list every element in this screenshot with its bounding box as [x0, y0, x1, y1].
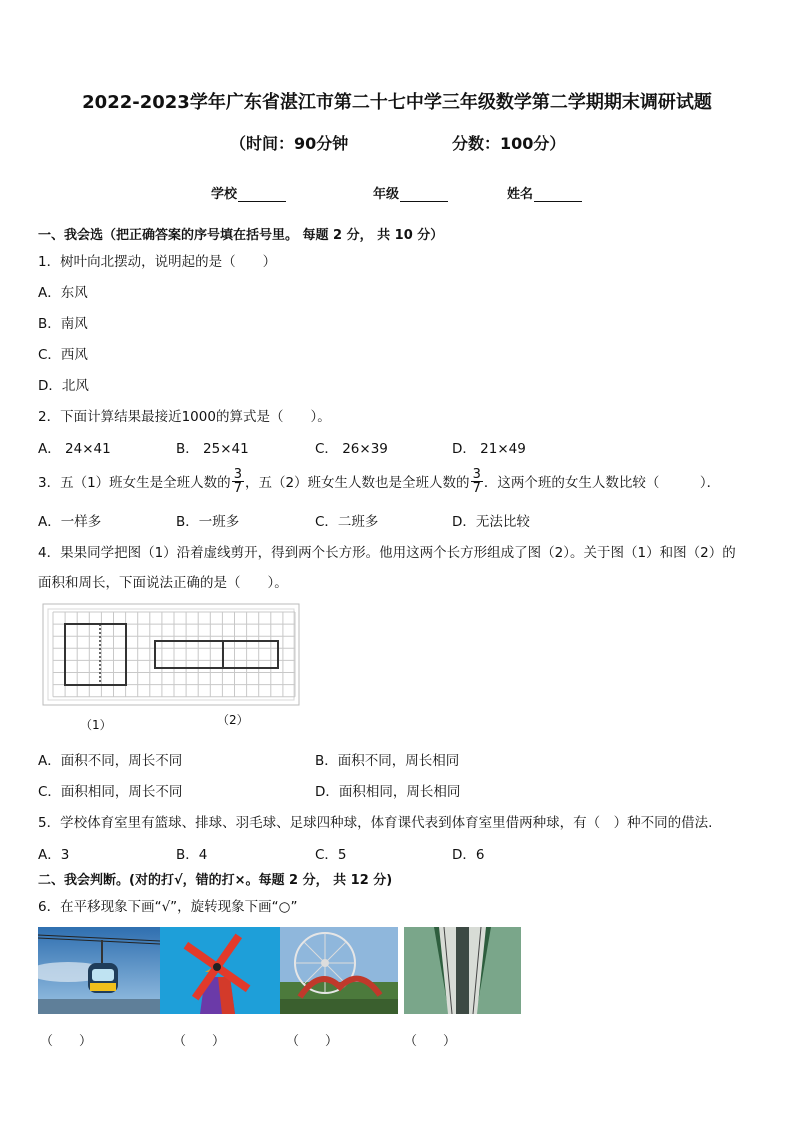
q3-text-part3: ．这两个班的女生人数比较（ ）． [483, 475, 721, 491]
grade-field [373, 183, 448, 202]
school-field [211, 183, 286, 202]
q5-option-b[interactable]: B．4 [176, 847, 208, 863]
q4-option-b[interactable]: B．面积不同，周长相同 [315, 753, 460, 769]
q3-fraction-1 [232, 468, 244, 495]
windmill-photo [160, 927, 280, 1014]
grid-frame [43, 604, 299, 705]
q3-option-c[interactable]: C．二班多 [315, 514, 379, 530]
question-6: 6．在平移现象下画“√”，旋转现象下画“○” [38, 899, 298, 915]
figure-1-label: （1） [80, 718, 112, 732]
q1-option-d[interactable]: D．北风 [38, 378, 89, 394]
section1-heading: 一、我会选（把正确答案的序号填在括号里。 每题 2 分， 共 10 分） [38, 228, 444, 243]
grid-inner-frame [48, 609, 294, 700]
q5-option-a[interactable]: A．3 [38, 847, 70, 863]
q6-blank-1[interactable]: （ ） [40, 1034, 93, 1049]
figure-2-label: （2） [217, 713, 249, 727]
q1-option-c[interactable]: C．西风 [38, 347, 88, 363]
question-2: 2．下面计算结果最接近1000的算式是（ ）。 [38, 409, 331, 425]
q4-option-c[interactable]: C．面积相同，周长不同 [38, 784, 183, 800]
q2-option-c[interactable]: C． 26×39 [315, 441, 388, 457]
name-field [507, 183, 582, 202]
q1-option-b[interactable]: B．南风 [38, 316, 88, 332]
q3-option-a[interactable]: A．一样多 [38, 514, 102, 530]
question-4-line2: 面积和周长，下面说法正确的是（ ）。 [38, 575, 288, 591]
grade-label: 年级 [373, 187, 400, 202]
exam-score: 分数：100分） [452, 134, 566, 153]
q5-option-c[interactable]: C．5 [315, 847, 347, 863]
school-label: 学校 [211, 187, 238, 202]
name-label: 姓名 [507, 187, 534, 202]
q4-grid-figure [42, 600, 302, 708]
question-1: 1．树叶向北摆动，说明起的是（ ） [38, 254, 277, 270]
grade-blank[interactable] [400, 189, 448, 202]
q2-option-a[interactable]: A． 24×41 [38, 441, 111, 457]
q3-option-d[interactable]: D．无法比较 [452, 514, 530, 530]
page-title: 2022-2023学年广东省湛江市第二十七中学三年级数学第二学期期末调研试题 [82, 92, 712, 113]
q6-blank-2[interactable]: （ ） [173, 1034, 226, 1049]
q5-option-d[interactable]: D．6 [452, 847, 485, 863]
q3-option-b[interactable]: B．一班多 [176, 514, 240, 530]
q4-option-d[interactable]: D．面积相同，周长相同 [315, 784, 461, 800]
name-blank[interactable] [534, 189, 582, 202]
q4-option-a[interactable]: A．面积不同，周长不同 [38, 753, 183, 769]
section2-heading: 二、我会判断。(对的打√，错的打×。每题 2 分， 共 12 分) [38, 873, 393, 888]
q3-frac1-numerator: 3 [233, 466, 242, 482]
q3-frac2-numerator: 3 [472, 466, 481, 482]
q3-frac2-denominator: 7 [472, 480, 481, 496]
q2-option-d[interactable]: D． 21×49 [452, 441, 526, 457]
q3-frac1-denominator: 7 [233, 480, 242, 496]
figure-2-rectangle [155, 641, 278, 668]
school-blank[interactable] [238, 189, 286, 202]
question-4-line1: 4．果果同学把图（1）沿着虚线剪开，得到两个长方形。他用这两个长方形组成了图（2）。关于图（1）和图（2）的 [38, 545, 736, 561]
q6-blank-4[interactable]: （ ） [404, 1034, 457, 1049]
q1-option-a[interactable]: A．东风 [38, 285, 88, 301]
exam-time: （时间：90分钟 [230, 134, 349, 153]
escalator-photo [404, 927, 521, 1014]
question-3 [38, 463, 720, 499]
q3-text-part1: 3．五（1）班女生是全班人数的 [38, 475, 231, 491]
figure-1-square [65, 624, 126, 685]
question-5: 5．学校体育室里有篮球、排球、羽毛球、足球四种球，体育课代表到体育室里借两种球，有（ ）种不同的借法. [38, 815, 713, 831]
cable-car-photo [38, 927, 160, 1014]
q3-fraction-2 [471, 468, 483, 495]
ferris-wheel-photo [280, 927, 398, 1014]
q2-option-b[interactable]: B． 25×41 [176, 441, 249, 457]
q3-text-part2: ，五（2）班女生人数也是全班人数的 [244, 475, 470, 491]
q6-blank-3[interactable]: （ ） [286, 1034, 339, 1049]
